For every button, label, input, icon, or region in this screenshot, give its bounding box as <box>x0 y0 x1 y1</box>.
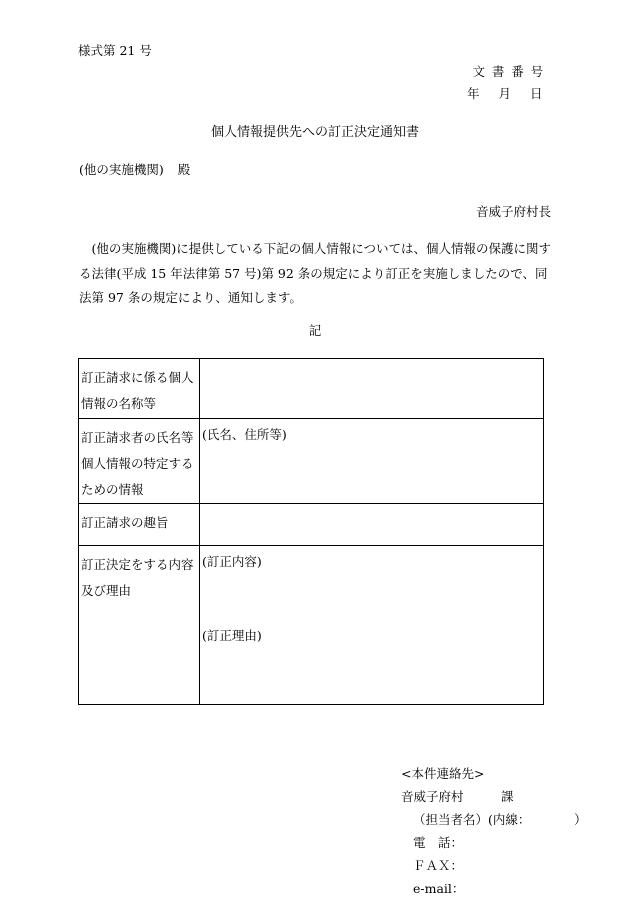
addressee <box>79 160 190 178</box>
row4-value-reason: (訂正理由) <box>202 628 262 643</box>
sender: 音威子府村長 <box>475 204 551 219</box>
contact-person: （担当者名）(内線： ） <box>413 812 587 827</box>
table-row <box>79 546 544 705</box>
contact-fax: ＦＡＸ： <box>413 858 464 873</box>
body-text: (他の実施機関)に提供している下記の個人情報については、個人情報の保護に関する法律(平成 15 年法律第 57 号)第 92 条の規定により訂正を実施しましたので、同法第 97 条の規定により、通知します。 <box>79 241 552 305</box>
detail-table <box>78 358 544 705</box>
document-number-label: 文書番号 <box>472 64 550 79</box>
document-title: 個人情報提供先への訂正決定通知書 <box>210 125 419 140</box>
document-date-label: 年 月 日 <box>467 86 550 101</box>
contact-heading: <本件連絡先> <box>401 766 485 781</box>
addressee-name: (他の実施機関) <box>79 162 164 177</box>
row1-label: 訂正請求に係る個人情報の名称等 <box>79 359 200 419</box>
table-row <box>79 419 544 504</box>
row3-value <box>200 504 544 546</box>
contact-phone: 電 話： <box>413 835 464 850</box>
row2-label: 訂正請求者の氏名等個人情報の特定するための情報 <box>79 419 200 504</box>
row4-label: 訂正決定をする内容及び理由 <box>79 546 200 705</box>
row2-value: (氏名、住所等) <box>200 419 544 504</box>
table-row <box>79 359 544 419</box>
table-row <box>79 504 544 546</box>
contact-dept: 音威子府村 課 <box>401 789 514 804</box>
row1-value <box>200 359 544 419</box>
contact-block <box>401 762 587 900</box>
row3-label: 訂正請求の趣旨 <box>79 504 200 546</box>
ki-heading: 記 <box>308 323 322 338</box>
contact-email: e-mail： <box>413 881 465 896</box>
form-number: 様式第 21 号 <box>78 43 152 58</box>
addressee-honorific: 殿 <box>177 162 191 177</box>
row4-value-content: (訂正内容) <box>202 554 262 569</box>
row4-value <box>200 546 544 705</box>
